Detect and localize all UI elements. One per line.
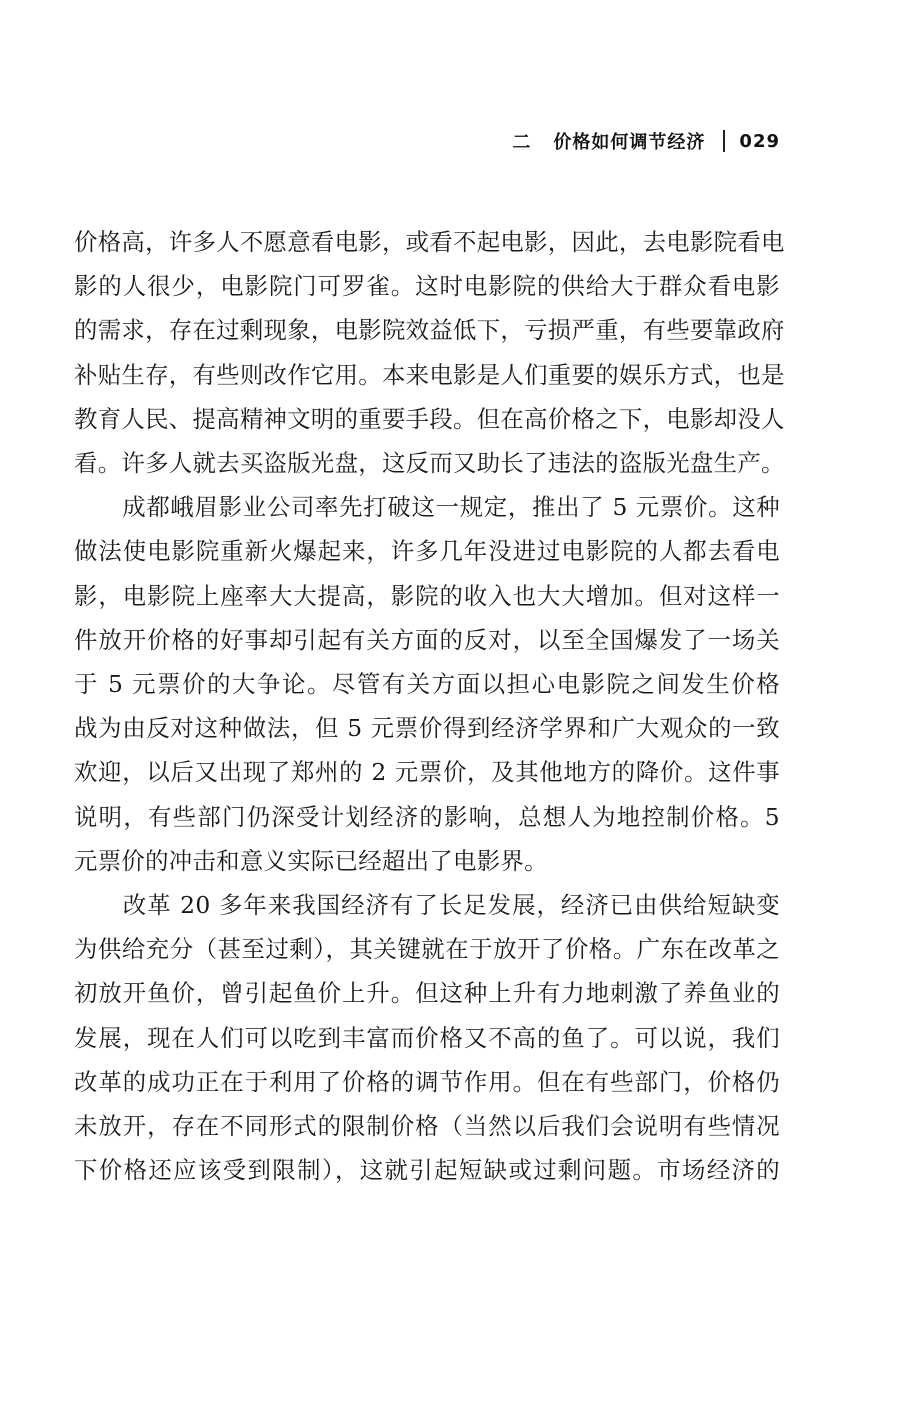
text-line: 影的人很少，电影院门可罗雀。这时电影院的供给大于群众看电影 bbox=[74, 272, 780, 301]
text-line: 改革的成功正在于利用了价格的调节作用。但在有些部门，价格仍 bbox=[74, 1067, 780, 1096]
text-line: 成都峨眉影业公司率先打破这一规定，推出了 5 元票价。这种 bbox=[74, 493, 780, 522]
text-line: 做法使电影院重新火爆起来，许多几年没进过电影院的人都去看电 bbox=[74, 537, 780, 566]
text-line: 元票价的冲击和意义实际已经超出了电影界。 bbox=[74, 846, 548, 875]
text-line: 发展，现在人们可以吃到丰富而价格又不高的鱼了。可以说，我们 bbox=[74, 1023, 780, 1052]
chapter-number: 二 bbox=[512, 132, 532, 153]
paragraph-1 bbox=[74, 220, 785, 485]
text-line: 看。许多人就去买盗版光盘，这反而又助长了违法的盗版光盘生产。 bbox=[74, 449, 785, 478]
text-line: 件放开价格的好事却引起有关方面的反对，以至全国爆发了一场关 bbox=[74, 625, 780, 654]
text-line: 改革 20 多年来我国经济有了长足发展，经济已由供给短缺变 bbox=[74, 891, 780, 920]
text-line: 教育人民、提高精神文明的重要手段。但在高价格之下，电影却没人 bbox=[74, 404, 785, 433]
text-line: 补贴生存，有些则改作它用。本来电影是人们重要的娱乐方式，也是 bbox=[74, 360, 785, 389]
running-header bbox=[512, 128, 780, 154]
text-line: 为供给充分（甚至过剩），其关键就在于放开了价格。广东在改革之 bbox=[74, 935, 780, 964]
paragraph-3 bbox=[74, 883, 780, 1192]
paragraph-2 bbox=[74, 485, 780, 883]
text-line: 影，电影院上座率大大提高，影院的收入也大大增加。但对这样一 bbox=[74, 581, 780, 610]
text-line: 欢迎，以后又出现了郑州的 2 元票价，及其他地方的降价。这件事 bbox=[74, 758, 780, 787]
text-line: 于 5 元票价的大争论。尽管有关方面以担心电影院之间发生价格 bbox=[74, 670, 780, 699]
text-line: 价格高，许多人不愿意看电影，或看不起电影，因此，去电影院看电 bbox=[74, 228, 785, 256]
text-line: 说明，有些部门仍深受计划经济的影响，总想人为地控制价格。5 bbox=[74, 802, 780, 831]
text-line: 战为由反对这种做法，但 5 元票价得到经济学界和广大观众的一致 bbox=[74, 714, 780, 743]
text-line: 初放开鱼价，曾引起鱼价上升。但这种上升有力地刺激了养鱼业的 bbox=[74, 979, 780, 1008]
text-line: 的需求，存在过剩现象，电影院效益低下，亏损严重，有些要靠政府 bbox=[74, 316, 785, 345]
text-line: 未放开，存在不同形式的限制价格（当然以后我们会说明有些情况 bbox=[74, 1112, 780, 1141]
page-number: 029 bbox=[739, 130, 780, 152]
text-line: 下价格还应该受到限制），这就引起短缺或过剩问题。市场经济的 bbox=[74, 1156, 780, 1185]
chapter-title: 价格如何调节经济 bbox=[553, 132, 706, 153]
header-divider bbox=[723, 130, 725, 152]
body-text bbox=[74, 220, 785, 1192]
